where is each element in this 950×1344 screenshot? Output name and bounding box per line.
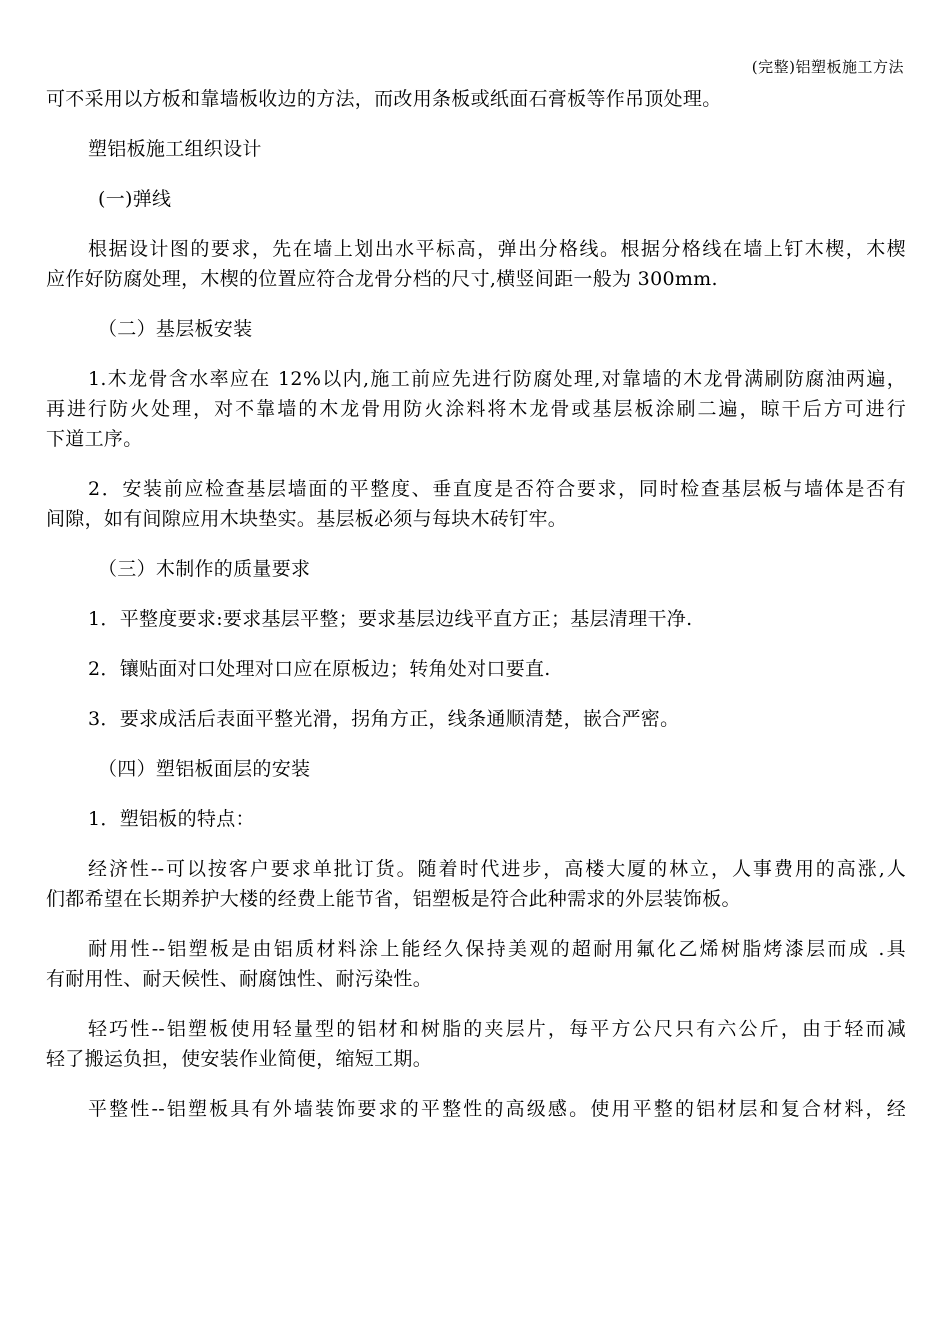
- text-line: 应作好防腐处理，木楔的位置应符合龙骨分档的尺寸,横竖间距一般为 300mm.: [46, 268, 718, 290]
- document-header-title: (完整)铝塑板施工方法: [751, 58, 904, 76]
- paragraph: [46, 934, 906, 994]
- paragraph: [46, 84, 906, 114]
- text-line: 下道工序。: [46, 428, 143, 450]
- paragraph: [46, 1094, 906, 1124]
- paragraph: [46, 804, 906, 834]
- text-line: （四）塑铝板面层的安装: [98, 758, 311, 780]
- text-line: 1.木龙骨含水率应在 12%以内,施工前应先进行防腐处理,对靠墙的木龙骨满刷防腐油两遍，: [88, 368, 906, 390]
- text-line: （三）木制作的质量要求: [98, 558, 311, 580]
- paragraph: [46, 234, 906, 294]
- text-line: 根据设计图的要求，先在墙上划出水平标高，弹出分格线。根据分格线在墙上钉木楔，木楔: [88, 238, 906, 260]
- section-heading: [46, 184, 906, 214]
- paragraph: [46, 654, 906, 684]
- text-line: 们都希望在长期养护大楼的经费上能节省，铝塑板是符合此种需求的外层装饰板。: [46, 888, 741, 910]
- paragraph: [46, 604, 906, 634]
- paragraph: [46, 1014, 906, 1074]
- text-line: (一)弹线: [98, 188, 172, 210]
- paragraph: [46, 364, 906, 454]
- text-line: 1．平整度要求:要求基层平整；要求基层边线平直方正；基层清理干净.: [88, 608, 693, 630]
- text-line: 平整性--铝塑板具有外墙装饰要求的平整性的高级感。使用平整的铝材层和复合材料，经: [88, 1098, 906, 1120]
- paragraph: [46, 474, 906, 534]
- text-line: （二）基层板安装: [98, 318, 253, 340]
- paragraph: [46, 854, 906, 914]
- text-line: 1．塑铝板的特点：: [88, 808, 255, 830]
- section-heading: [46, 314, 906, 344]
- document-body: [46, 84, 906, 1144]
- text-line: 塑铝板施工组织设计: [88, 138, 262, 160]
- text-line: 3．要求成活后表面平整光滑，拐角方正，线条通顺清楚，嵌合严密。: [88, 708, 680, 730]
- text-line: 耐用性--铝塑板是由铝质材料涂上能经久保持美观的超耐用氟化乙烯树脂烤漆层而成 .具: [88, 938, 906, 960]
- text-line: 间隙，如有间隙应用木块垫实。基层板必须与每块木砖钉牢。: [46, 508, 568, 530]
- section-title: [46, 134, 906, 164]
- section-heading: [46, 754, 906, 784]
- paragraph: [46, 704, 906, 734]
- text-line: 有耐用性、耐天候性、耐腐蚀性、耐污染性。: [46, 968, 433, 990]
- text-line: 轻巧性--铝塑板使用轻量型的铝材和树脂的夹层片，每平方公尺只有六公斤，由于轻而减: [88, 1018, 906, 1040]
- text-line: 可不采用以方板和靠墙板收边的方法，而改用条板或纸面石膏板等作吊顶处理。: [46, 88, 722, 110]
- text-line: 经济性--可以按客户要求单批订货。随着时代进步，高楼大厦的林立，人事费用的高涨,人: [88, 858, 906, 880]
- text-line: 再进行防火处理，对不靠墙的木龙骨用防火涂料将木龙骨或基层板涂刷二遍，晾干后方可进行: [46, 398, 906, 420]
- text-line: 2．安装前应检查基层墙面的平整度、垂直度是否符合要求，同时检查基层板与墙体是否有: [88, 478, 906, 500]
- section-heading: [46, 554, 906, 584]
- text-line: 2．镶贴面对口处理对口应在原板边；转角处对口要直.: [88, 658, 551, 680]
- text-line: 轻了搬运负担，使安装作业简便，缩短工期。: [46, 1048, 433, 1070]
